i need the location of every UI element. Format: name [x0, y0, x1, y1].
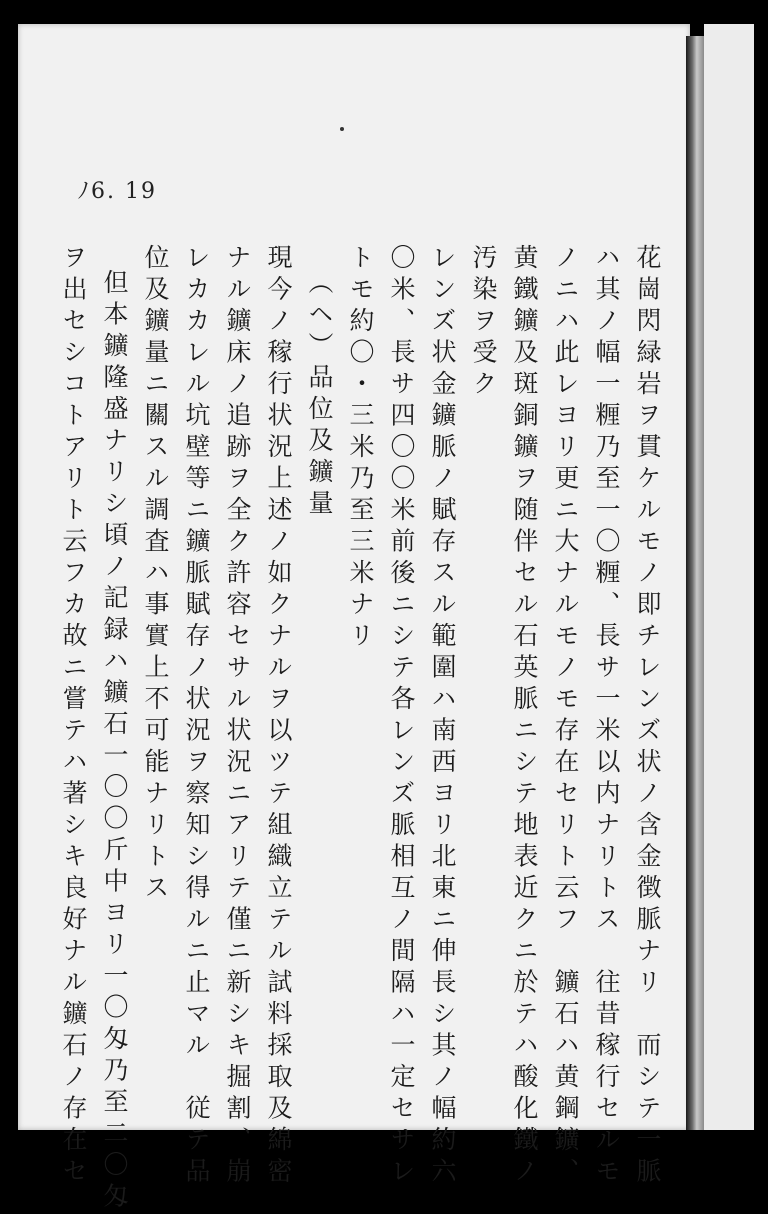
- adjacent-page-edge: [704, 24, 754, 1130]
- document-page: [18, 24, 690, 1214]
- text-column: 現今ノ稼行状況上述ノ如クナルヲ以ツテ組織立テル試料採取及綿密: [264, 244, 293, 1189]
- vertical-text-body: [59, 244, 668, 1214]
- text-column: ヲ出セシコトアリト云フカ故ニ嘗テハ著シキ良好ナル鑛石ノ存在セ: [59, 244, 88, 1189]
- text-column: ノニハ此レヨリ更ニ大ナルモノモ存在セリト云フ 鑛石ハ黄鋼鑛、: [551, 244, 580, 1189]
- text-column: 〇米、長サ四〇〇米前後ニシテ各レンズ脈相互ノ間隔ハ一定セサレ: [387, 244, 416, 1189]
- text-column: （ヘ）品位及鑛量: [305, 269, 334, 521]
- text-column: 但本鑛隆盛ナリシ頃ノ記録ハ鑛石一〇〇斤中ヨリ一〇匁乃至二〇匁: [100, 269, 129, 1214]
- text-column: 黄鐵鑛及斑銅鑛ヲ随伴セル石英脈ニシテ地表近クニ於テハ酸化鐵ノ: [510, 244, 539, 1189]
- text-column: ナル鑛床ノ追跡ヲ全ク許容セサル状況ニアリテ僅ニ新シキ掘割、崩: [223, 244, 252, 1189]
- text-column: 位及鑛量ニ關スル調査ハ事實上不可能ナリトス: [141, 244, 170, 906]
- page-number: ﾉ6. 19: [78, 179, 157, 204]
- text-column: ハ其ノ幅一糎乃至一〇糎、長サ一米以内ナリトス 往昔稼行セルモ: [592, 244, 621, 1189]
- text-column: 汚染ヲ受ク: [469, 244, 498, 402]
- ink-speck: [340, 127, 344, 131]
- text-column: トモ約〇・三米乃至三米ナリ: [346, 244, 375, 654]
- text-column: レカカレル坑壁等ニ鑛脈賦存ノ状況ヲ察知シ得ルニ止マル 従テ品: [182, 244, 211, 1189]
- book-spine-edge: [686, 36, 704, 1130]
- text-column: 花崗閃緑岩ヲ貫ケルモノ即チレンズ状ノ含金徴脈ナリ 而シテ一脈: [633, 244, 662, 1189]
- text-column: レンズ状金鑛脈ノ賦存スル範圍ハ南西ヨリ北東ニ伸長シ其ノ幅約六: [428, 244, 457, 1189]
